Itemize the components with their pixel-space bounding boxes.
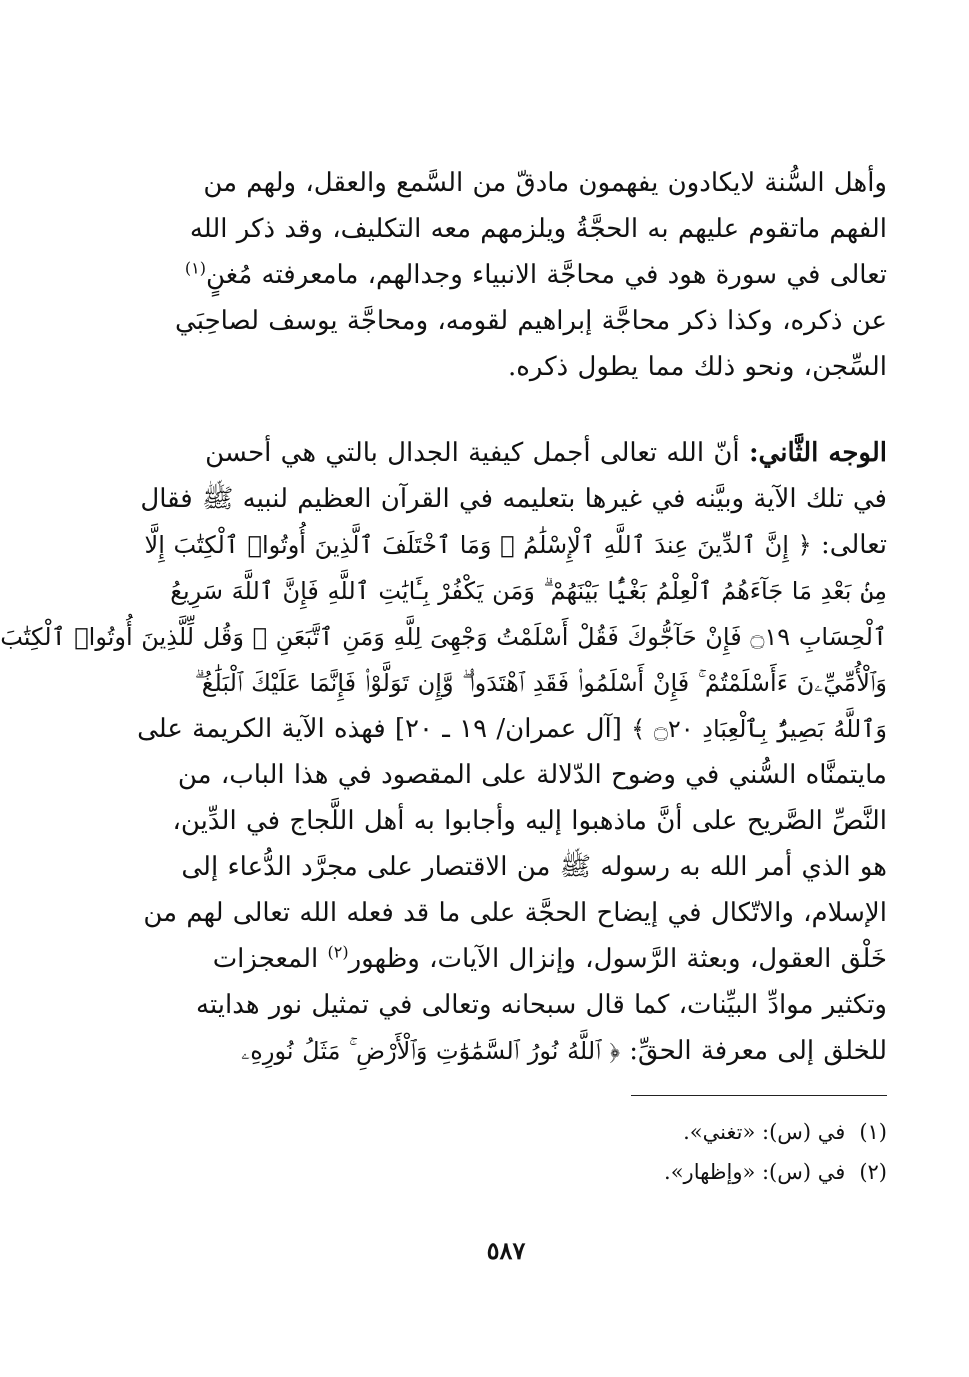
quran-verse-line: مِنۢ بَعْدِ مَا جَآءَهُمُ ٱلْعِلْمُ بَغْيًۢا بَيْنَهُمْ ۗ وَمَن يَكْفُرْ بِـَٔايَٰتِ ٱللَّهِ فَإِنَّ ٱللَّهَ سَرِيعُ [170, 577, 887, 605]
text-line: السِّجن، ونحو ذلك مما يطول ذكره. [507, 352, 887, 382]
page-number: ٥٨٧ [486, 1236, 526, 1265]
footnote-text: في (س): «وإظهار». [664, 1160, 846, 1184]
quran-verse: وَٱللَّهُ بَصِيرٌۢ بِٱلْعِبَادِ ۝٢٠ ﴾ [631, 715, 887, 743]
text-line: الفهم ماتقوم عليهم به الحجَّةُ ويلزمهم معه التكليف، وقد ذكر الله [189, 214, 887, 244]
text-line: النَّصِّ الصَّريح على أنَّ ماذهبوا إليه وأجابوا به أهل اللَّجاج في الدِّين، [172, 806, 887, 836]
text-segment: أنّ الله تعالى أجمل كيفية الجدال بالتي هي أحسن [205, 438, 740, 468]
text-line: في تلك الآية وبيَّنه في غيرها بتعليمه في القرآن العظيم لنبيه ﷺ فقال [140, 484, 887, 514]
text-line [135, 252, 887, 298]
text-line: مايتمنَّاه السُّني في وضوح الدّلالة على المقصود في هذا الباب، من [177, 760, 887, 790]
quran-verse: ﴿ إِنَّ ٱلدِّينَ عِندَ ٱللَّهِ ٱلْإِسْلَٰمُ ۗ وَمَا ٱخْتَلَفَ ٱلَّذِينَ أُوتُوا۟ ٱلْكِتَٰبَ إِلَّا [144, 531, 812, 559]
footnote-ref-2[interactable]: (٢) [327, 942, 349, 962]
text-line: عن ذكره، وكذا ذكر محاجَّة إبراهيم لقومه، ومحاجَّة يوسف لصاحِبَي [175, 306, 887, 336]
footnote-divider [631, 1095, 887, 1096]
text-line: هو الذي أمر الله به رسوله ﷺ من الاقتصار على مجرَّد الدُّعاء إلى [181, 852, 887, 882]
text-segment: المعجزات [212, 944, 319, 974]
quran-verse: ﴿ ٱللَّهُ نُورُ ٱلسَّمَٰوَٰتِ وَٱلْأَرْضِ ۚ مَثَلُ نُورِهِۦ [241, 1037, 620, 1065]
paragraph-1 [135, 160, 887, 390]
text-segment: للخلق إلى معرفة الحقِّ: [629, 1036, 887, 1066]
footnote-text: في (س): «تغني». [683, 1120, 846, 1144]
quran-verse-line: وَٱلْأُمِّيِّۦنَ ءَأَسْلَمْتُمْ ۚ فَإِنْ أَسْلَمُوا۟ فَقَدِ ٱهْتَدَوا۟ ۖ وَّإِن تَوَلَّوْا۟ فَإِنَّمَا عَلَيْكَ ٱلْبَلَٰغُ ۗ [194, 669, 887, 697]
paragraph-2 [0, 430, 887, 1074]
text-line [135, 706, 887, 752]
footnote-item [287, 1112, 887, 1152]
text-line [135, 522, 887, 568]
footnotes [287, 1112, 887, 1192]
text-line [135, 430, 887, 476]
footnote-number: (٢) [859, 1160, 887, 1184]
text-line: وأهل السُّنة لايكادون يفهمون مادقّ من السَّمع والعقل، ولهم من [203, 168, 887, 198]
footnote-item [287, 1152, 887, 1192]
text-line [135, 1028, 887, 1074]
text-segment: خَلْق العقول، وبعثة الرَّسول، وإنزال الآيات، وظهور [348, 944, 887, 974]
text-line: وتكثير موادِّ البيِّنات، كما قال سبحانه وتعالى في تمثيل نور هدايته [196, 990, 887, 1020]
footnote-ref-1[interactable]: (١) [184, 258, 206, 278]
footnote-number: (١) [859, 1120, 887, 1144]
section-lead: الوجه الثَّاني: [748, 438, 887, 468]
text-line [135, 936, 887, 982]
citation-text: [آل عمران/ ١٩ ـ ٢٠] فهذه الآية الكريمة على [137, 714, 622, 744]
quran-verse-line: ٱلْحِسَابِ ۝١٩ فَإِنْ حَآجُّوكَ فَقُلْ أَسْلَمْتُ وَجْهِىَ لِلَّهِ وَمَنِ ٱتَّبَعَنِ ۗ وَقُل لِّلَّذِينَ أُوتُوا۟ ٱلْكِتَٰبَ [0, 623, 887, 651]
text-segment: تعالى في سورة هود في محاجَّة الانبياء وجدالهم، مامعرفته مُغنٍ [205, 260, 887, 290]
text-segment: تعالى: [820, 530, 887, 560]
text-line: الإسلام، والاتّكال في إيضاح الحجَّة على ما قد فعله الله تعالى لهم من [143, 898, 887, 928]
